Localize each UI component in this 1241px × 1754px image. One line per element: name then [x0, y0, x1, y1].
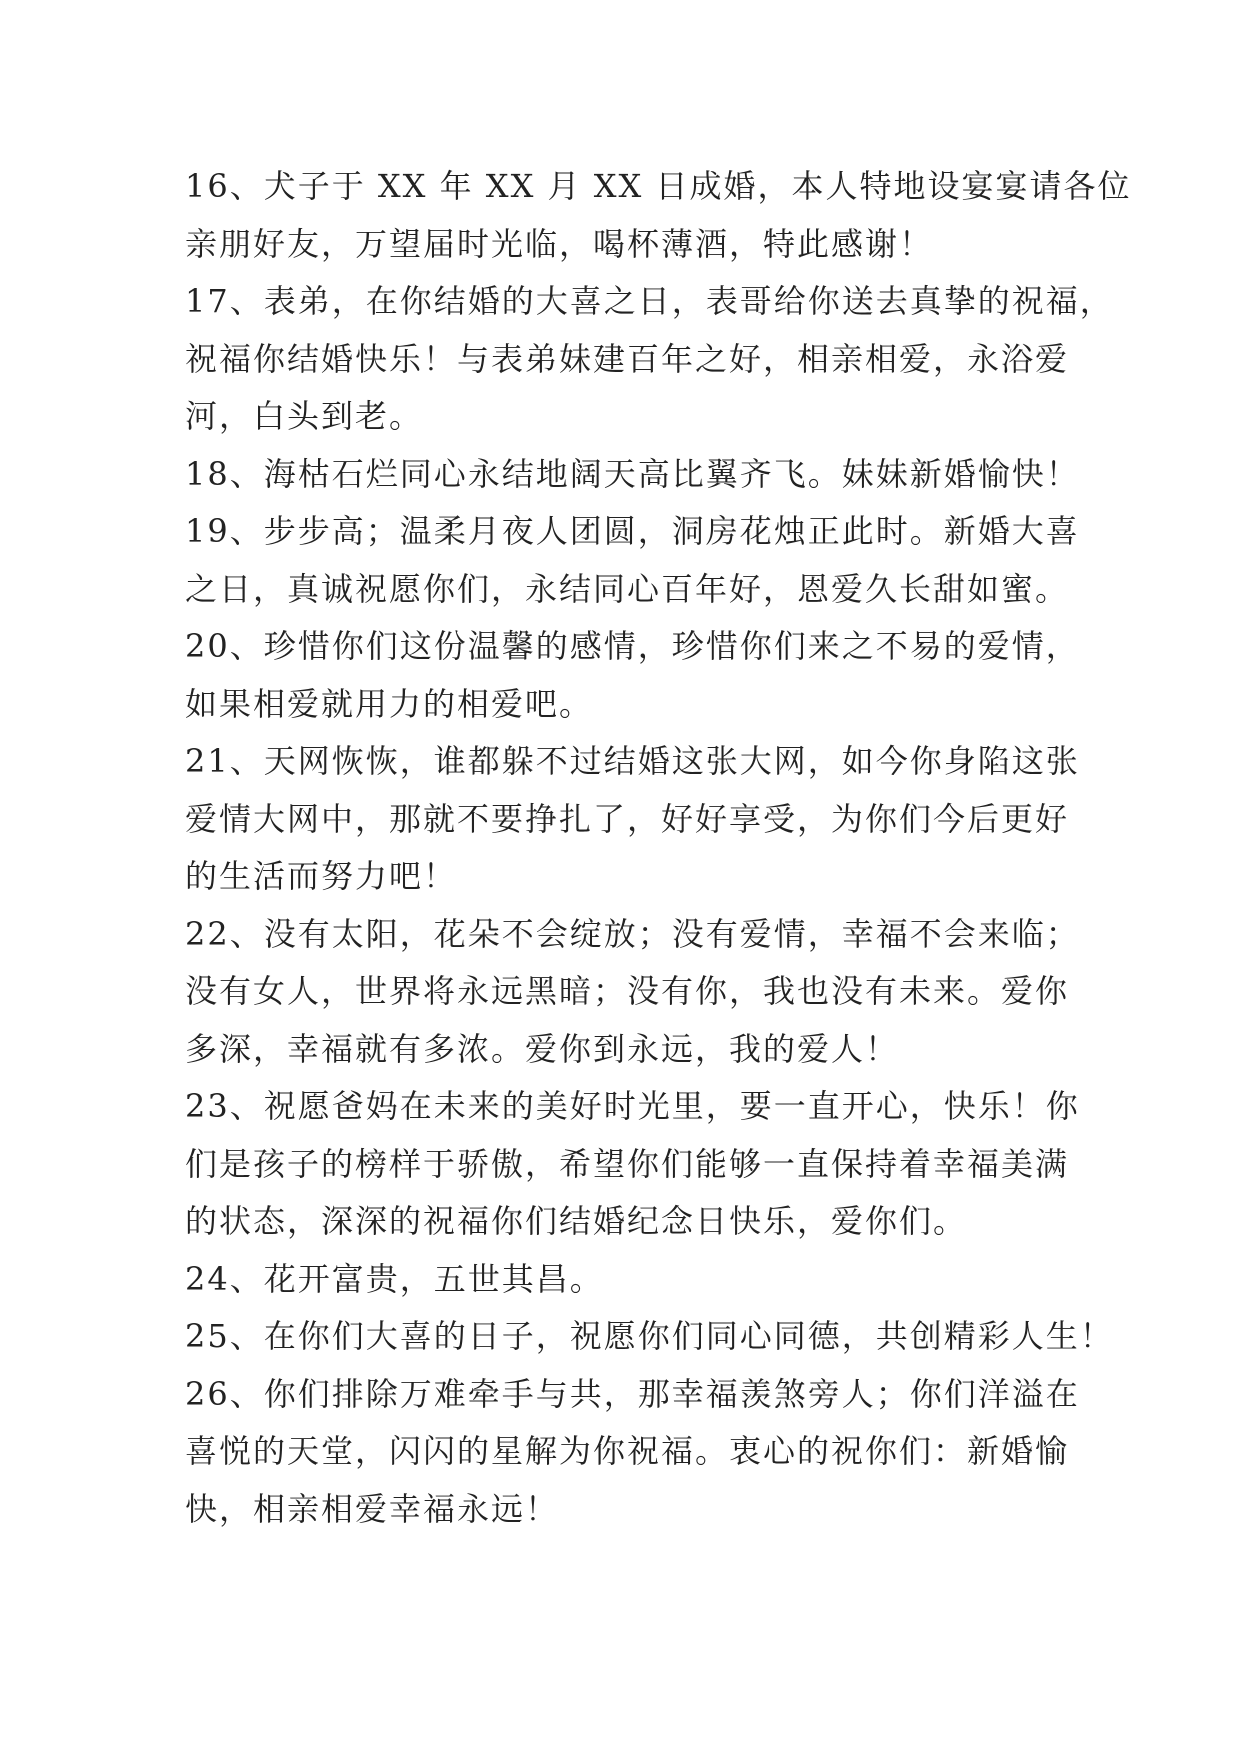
text-line: 18、海枯石烂同心永结地阔天高比翼齐飞。妹妹新婚愉快！	[185, 454, 1080, 493]
text-line: 22、没有太阳，花朵不会绽放；没有爱情，幸福不会来临；	[185, 914, 1080, 953]
text-line: 25、在你们大喜的日子，祝愿你们同心同德，共创精彩人生！	[185, 1317, 1114, 1355]
text-line: 多深，幸福就有多浓。爱你到永远，我的爱人！	[185, 1029, 900, 1068]
text-line: 之日，真诚祝愿你们，永结同心百年好，恩爱久长甜如蜜。	[185, 569, 1070, 608]
text-line: 19、步步高；温柔月夜人团圆，洞房花烛正此时。新婚大喜	[185, 512, 1080, 550]
text-line: 河，白头到老。	[185, 397, 424, 435]
text-line: 20、珍惜你们这份温馨的感情，珍惜你们来之不易的爱情，	[185, 627, 1080, 665]
text-line: 21、天网恢恢，谁都躲不过结婚这张大网，如今你身陷这张	[185, 742, 1080, 780]
document-body	[185, 158, 1132, 1538]
text-line: 的状态，深深的祝福你们结婚纪念日快乐，爱你们。	[185, 1202, 968, 1240]
text-line: 快，相亲相爱幸福永远！	[185, 1489, 560, 1528]
text-line: 祝福你结婚快乐！与表弟妹建百年之好，相亲相爱，永浴爱	[185, 339, 1070, 378]
text-line: 爱情大网中，那就不要挣扎了，好好享受，为你们今后更好	[185, 799, 1070, 838]
text-line: 16、犬子于 XX 年 XX 月 XX 日成婚，本人特地设宴宴请各位	[185, 167, 1132, 205]
text-line: 没有女人，世界将永远黑暗；没有你，我也没有未来。爱你	[185, 972, 1070, 1010]
text-line: 喜悦的天堂，闪闪的星解为你祝福。衷心的祝你们：新婚愉	[185, 1432, 1070, 1470]
text-line: 的生活而努力吧！	[185, 857, 458, 895]
text-line: 17、表弟，在你结婚的大喜之日，表哥给你送去真挚的祝福，	[185, 282, 1114, 320]
text-line: 23、祝愿爸妈在未来的美好时光里，要一直开心，快乐！你	[185, 1087, 1080, 1125]
text-line: 26、你们排除万难牵手与共，那幸福羡煞旁人；你们洋溢在	[185, 1374, 1080, 1413]
text-line: 们是孩子的榜样于骄傲，希望你们能够一直保持着幸福美满	[185, 1144, 1070, 1183]
text-line: 如果相爱就用力的相爱吧。	[185, 684, 594, 723]
text-line: 24、花开富贵，五世其昌。	[185, 1259, 604, 1298]
text-line: 亲朋好友，万望届时光临，喝杯薄酒，特此感谢！	[185, 224, 934, 263]
